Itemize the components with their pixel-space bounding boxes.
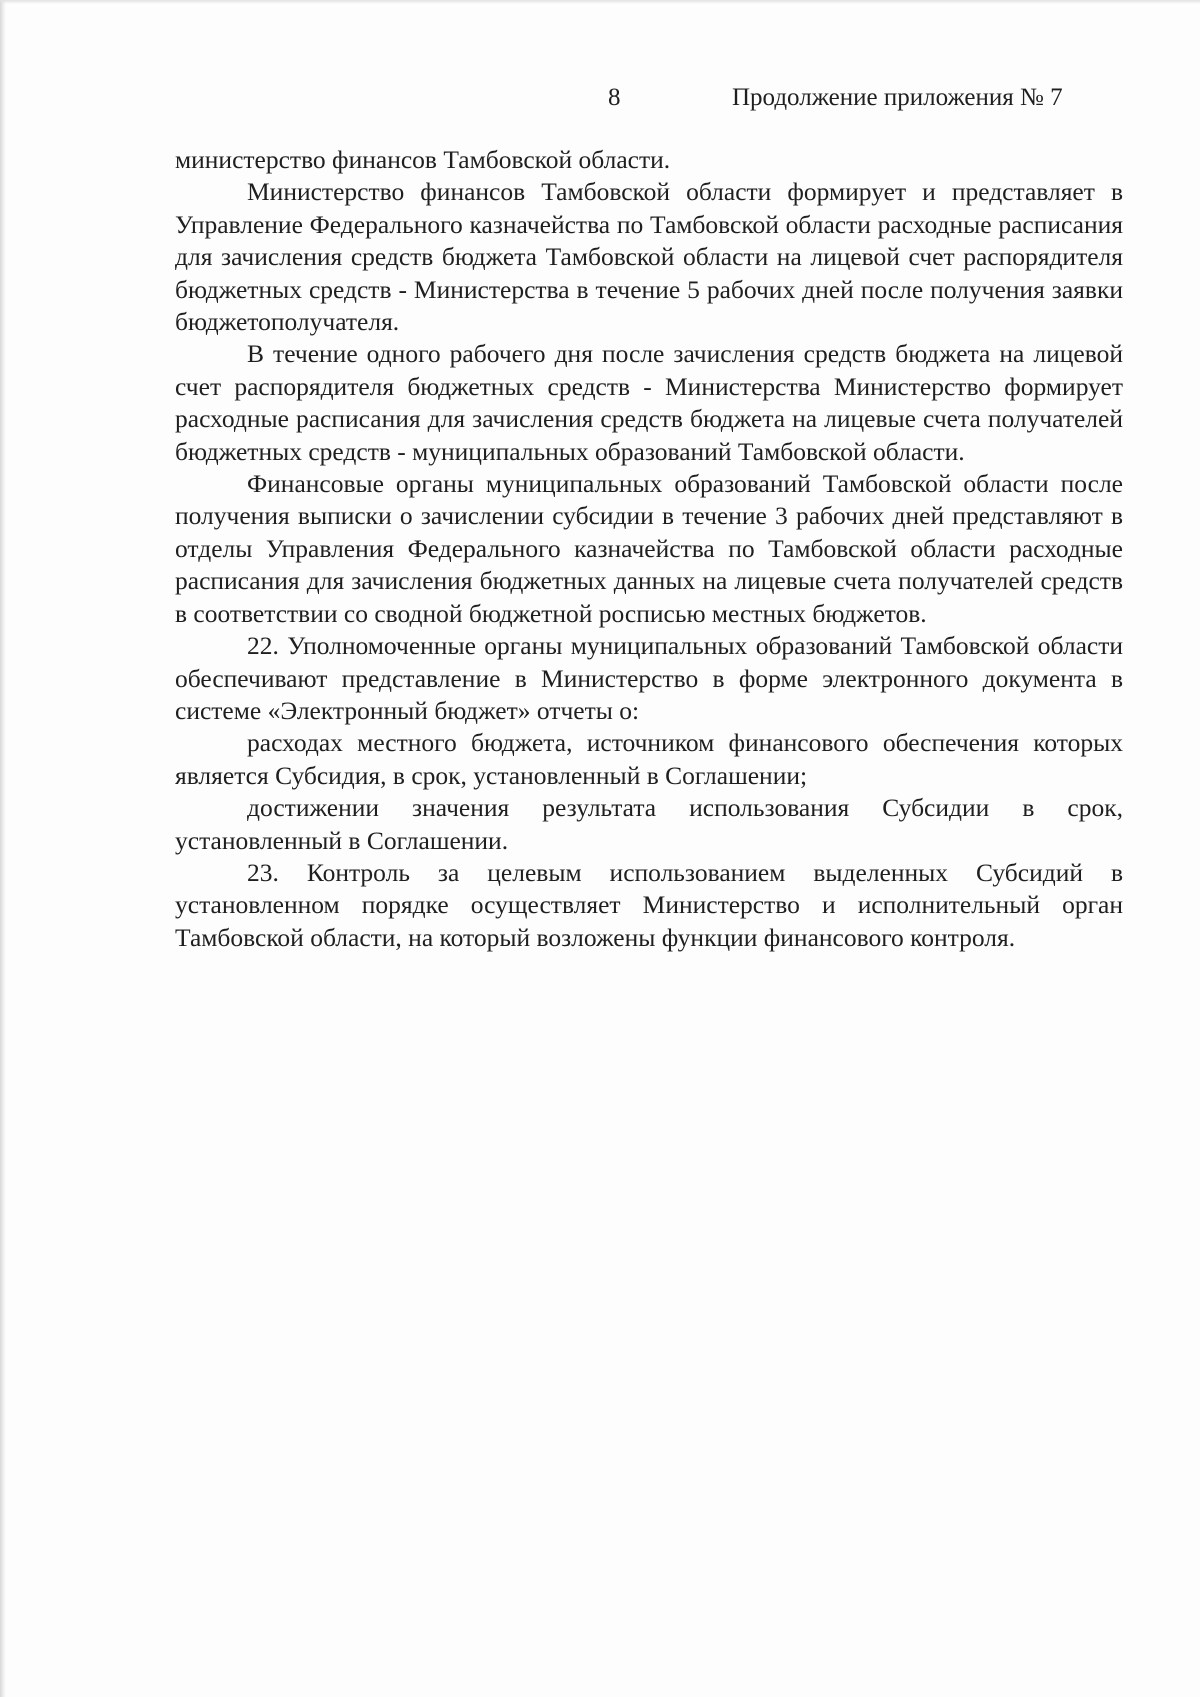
scan-edge-shadow — [0, 0, 6, 1697]
appendix-continuation-label: Продолжение приложения № 7 — [732, 84, 1063, 111]
paragraph-report-expenses: расходах местного бюджета, источником финансового обеспечения которых является Субсидия, в срок, установленный в Соглашении; — [175, 728, 1123, 790]
paragraph-continued: министерство финансов Тамбовской области. — [175, 145, 671, 174]
paragraph-one-working-day: В течение одного рабочего дня после зачисления средств бюджета на лицевой счет распорядителя бюджетных средств - Министерства Министерство формирует расходные расписания для зачисления средств бюджета на лицевые счета получателей бюджетных средств - муниципальных образований Тамбовской области. — [175, 339, 1123, 466]
page-header — [0, 84, 1200, 120]
paragraph-financial-bodies: Финансовые органы муниципальных образований Тамбовской области после получения выписки о зачислении субсидии в течение 3 рабочих дней представляют в отделы Управления Федерального казначейства по Тамбовской области расходные расписания для зачисления бюджетных данных на лицевые счета получателей средств в соответствии со сводной бюджетной росписью местных бюджетов. — [175, 469, 1123, 628]
document-body — [175, 144, 1123, 954]
scan-top-shadow — [0, 0, 1200, 4]
page-number: 8 — [608, 84, 621, 111]
paragraph-report-results: достижении значения результата использования Субсидии в срок, установленный в Соглашении. — [175, 793, 1123, 855]
paragraph-item-22: 22. Уполномоченные органы муниципальных образований Тамбовской области обеспечивают представление в Министерство в форме электронного документа в системе «Электронный бюджет» отчеты о: — [175, 631, 1123, 725]
paragraph-ministry-finance: Министерство финансов Тамбовской области формирует и представляет в Управление Федерального казначейства по Тамбовской области расходные расписания для зачисления средств бюджета Тамбовской области на лицевой счет распорядителя бюджетных средств - Министерства в течение 5 рабочих дней после получения заявки бюджетополучателя. — [175, 177, 1123, 337]
paragraph-item-23: 23. Контроль за целевым использованием выделенных Субсидий в установленном порядке осуществляет Министерство и исполнительный орган Тамбовской области, на который возложены функции финансового контроля. — [175, 857, 1123, 952]
